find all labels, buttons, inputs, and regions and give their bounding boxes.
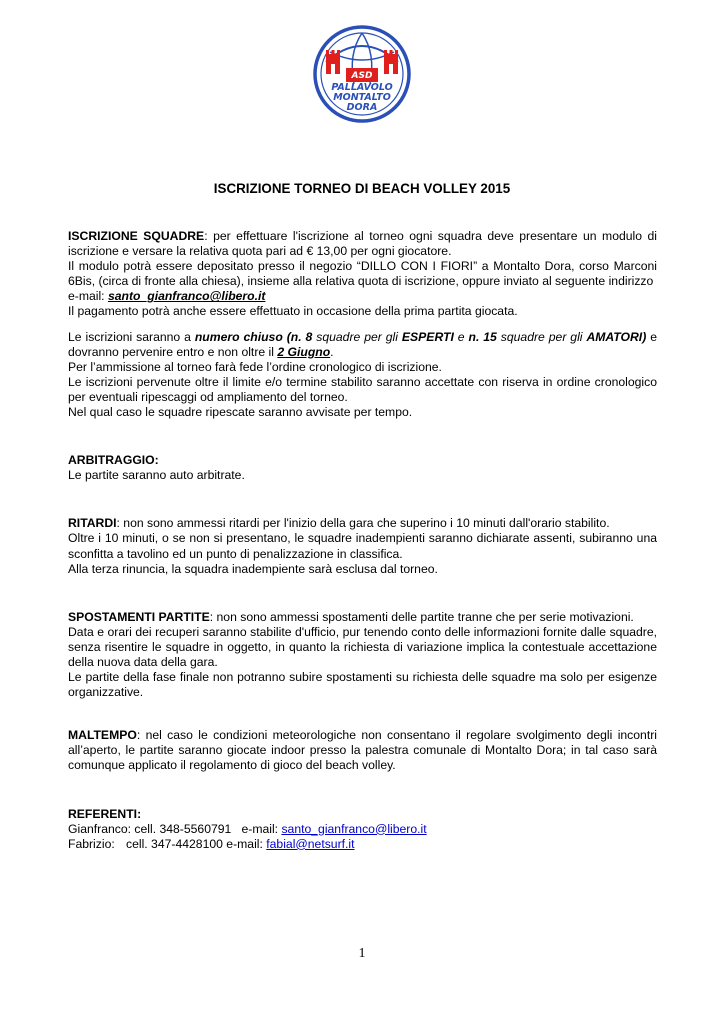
ritardi-line2: Oltre i 10 minuti, o se non si presentano, le squadre inadempienti saranno dichiarate assenti, subiranno una sconfitta a tavolino ed un punto di penalizzazione in classifica. — [68, 531, 657, 561]
deadline-date: 2 Giugno — [277, 344, 331, 359]
club-logo — [312, 24, 412, 124]
ripescaggi-line: Le iscrizioni pervenute oltre il limite e/o termine stabilito saranno accettate con riserva in ordine cronologico per eventuali ripescaggi od ampliamento del torneo. — [68, 374, 657, 404]
pagamento-paragraph: Il pagamento potrà anche essere effettuato in occasione della prima partita giocata. — [68, 304, 518, 319]
page-number: 1 — [358, 946, 366, 961]
document-title: ISCRIZIONE TORNEO DI BEACH VOLLEY 2015 — [213, 181, 511, 196]
chiuso-t9: e dovranno pervenire entro e non oltre il — [68, 329, 657, 359]
ritardi-label: RITARDI — [68, 516, 117, 531]
ritardi-paragraph — [68, 516, 657, 531]
maltempo-text: : nel caso le condizioni meteorologiche non consentano il regolare svolgimento degli incontri all’aperto, le partite saranno giocate indoor presso la palestra comunale di Montalto Dora; in tal caso sarà comunque applicato il regolamento di gioco del beach volley. — [68, 728, 657, 773]
referenti-heading: REFERENTI: — [68, 806, 142, 821]
logo-line1: ASD — [351, 71, 373, 81]
referente-name: Fabrizio: — [68, 836, 115, 851]
logo-line2: PALLAVOLO — [331, 82, 393, 93]
arbitraggio-heading: ARBITRAGGIO: — [68, 453, 159, 468]
maltempo-paragraph — [68, 728, 657, 773]
chiuso-t8: AMATORI) — [586, 329, 647, 344]
chiuso-t2: numero chiuso (n. 8 — [194, 329, 313, 344]
referente-row — [68, 822, 657, 837]
spostamenti-line2: Data e orari dei recuperi saranno stabilite d'ufficio, pur tenendo conto delle informazioni fornite dalle squadre, senza risentire le squadre in oggetto, in quanto la richiesta di variazione implica la contestuale accettazione della nuova data della gara. — [68, 624, 657, 669]
referente-email-label: e-mail: — [226, 836, 263, 851]
referente-cell: cell. 348-5560791 — [134, 821, 232, 836]
document-body — [68, 229, 657, 852]
spostamenti-paragraph — [68, 610, 657, 625]
referente-email-link[interactable]: fabial@netsurf.it — [266, 836, 355, 851]
maltempo-label: MALTEMPO — [68, 728, 137, 743]
referente-row — [68, 837, 657, 852]
arbitraggio-text: Le partite saranno auto arbitrate. — [68, 468, 245, 483]
avviso-line: Nel qual caso le squadre ripescate saranno avvisate per tempo. — [68, 405, 413, 420]
ammissione-line: Per l’ammissione al torneo farà fede l’ordine cronologico di iscrizione. — [68, 359, 442, 374]
iscrizione-email-link[interactable]: santo_gianfranco@libero.it — [107, 289, 266, 304]
iscrizione-label: ISCRIZIONE SQUADRE — [68, 229, 205, 243]
email-prefix: e-mail: — [68, 289, 108, 304]
spostamenti-label: SPOSTAMENTI PARTITE — [68, 609, 210, 624]
referente-name: Gianfranco: — [68, 821, 132, 836]
referente-email-link[interactable]: santo_gianfranco@libero.it — [281, 821, 427, 836]
spostamenti-text: : non sono ammessi spostamenti delle partite tranne che per serie motivazioni. — [209, 609, 634, 624]
chiuso-t3: squadre per gli — [312, 329, 402, 344]
chiuso-t11: . — [330, 344, 334, 359]
spostamenti-line3: Le partite della fase finale non potranno subire spostamenti su richiesta delle squadre ma solo per esigenze organizzative. — [68, 670, 657, 700]
iscrizione-email-line — [68, 289, 657, 304]
ritardi-text: : non sono ammessi ritardi per l'inizio della gara che superino i 10 minuti dall'orario stabilito. — [116, 516, 610, 531]
iscrizione-paragraph — [68, 229, 657, 259]
referente-cell: cell. 347-4428100 — [126, 836, 223, 851]
chiuso-t1: Le iscrizioni saranno a — [68, 329, 195, 344]
chiuso-t6: n. 15 — [468, 329, 497, 344]
ritardi-line3: Alla terza rinuncia, la squadra inadempiente sarà esclusa dal torneo. — [68, 561, 438, 576]
chiuso-t5: e — [453, 329, 469, 344]
chiuso-t7: squadre per gli — [496, 329, 587, 344]
logo-line3: MONTALTO — [333, 92, 391, 103]
referente-email-label: e-mail: — [241, 821, 279, 836]
iscrizione-text: : per effettuare l'iscrizione al torneo ogni squadra deve presentare un modulo di iscrizione e versare la relativa quota pari ad € 13,00 per ogni giocatore. — [68, 229, 658, 259]
modulo-paragraph: Il modulo potrà essere depositato presso il negozio “DILLO CON I FIORI” a Montalto Dora, corso Marconi 6Bis, (circa di fronte alla chiesa), insieme alla relativa quota di iscrizione, oppure inviato al seguente indirizzo — [68, 259, 657, 289]
chiuso-paragraph — [68, 330, 657, 360]
logo-line4: DORA — [346, 102, 378, 113]
chiuso-t4: ESPERTI — [401, 329, 454, 344]
